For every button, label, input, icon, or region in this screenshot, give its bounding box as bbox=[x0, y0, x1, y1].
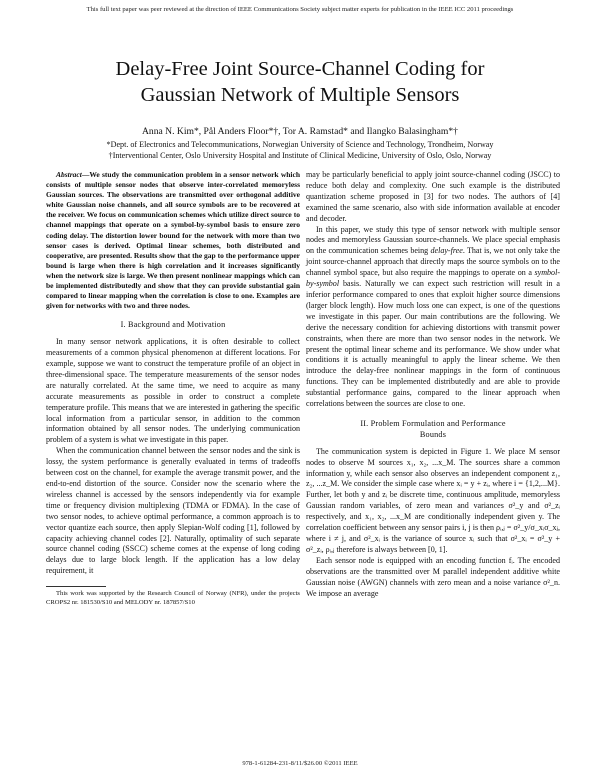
section-2-heading-line-1: II. Problem Formulation and Performance bbox=[360, 418, 506, 428]
title-line-2: Gaussian Network of Multiple Sensors bbox=[140, 84, 460, 106]
right-paragraph-2-emphasis-2: symbol-by-symbol bbox=[306, 268, 560, 289]
right-paragraph-2 bbox=[306, 225, 560, 410]
author-list: Anna N. Kim*, Pål Anders Floor*†, Tor A. Ramstad* and Ilangko Balasingham*† bbox=[142, 126, 458, 137]
section-2-heading bbox=[306, 419, 560, 441]
right-paragraph-2-part-a: In this paper, we study this type of sensor network with multiple sensor nodes and memoryless Gaussian source-channels. We place special emphasis on the communication schemes being bbox=[306, 224, 560, 256]
funding-footnote: This work was supported by the Research Council of Norway (NFR), under the projects CROPS2 nr. 181530/S10 and MELODY nr. 187857/S10 bbox=[46, 590, 300, 606]
right-column bbox=[306, 170, 560, 599]
title-line-1: Delay-Free Joint Source-Channel Coding for bbox=[115, 58, 485, 80]
footnote-rule bbox=[46, 586, 106, 587]
section-2-heading-line-2: Bounds bbox=[419, 429, 447, 439]
peer-review-banner: This full text paper was peer reviewed at the direction of IEEE Communications Society subject matter experts for publication in the IEEE ICC 2011 proceedings bbox=[86, 6, 514, 13]
section-1-paragraph-1: In many sensor network applications, it is often desirable to collect measurements of a common physical phenomenon at different locations. For example, suppose we want to construct the temperature profile of an object in three-dimensional space. The temperature measurements of the sensor nodes are naturally correlated. At the same time, we need to acquire as many accurate measurements as possible in order to construct a complete temperature profile. This means that we are interested in gathering the specific local information from a particular sensor, in addition to the common information obtained by all sensor nodes. The underlying communication problem of a system is what we investigate in this paper. bbox=[46, 337, 300, 445]
right-paragraph-2-emphasis-1: delay-free bbox=[430, 246, 463, 256]
section-2-paragraph-1: The communication system is depicted in Figure 1. We place M sensor nodes to observe M sources x₁, x₂, ...x_M. The sources share a common information y, while each sensor also observes an independent component z₁, z₂, ...z_M. We consider the simple case where xᵢ = y + zᵢ, where i = {1,2,...M}. Further, let both y and zᵢ be discrete time, continuous amplitude, memoryless Gaussian random variables, of zero mean and variances σ²_y and σ²_zᵢ respectively, and x₁, x₂, ...x_M are conditionally independent given y. The correlation coefficient between any sensor pairs i, j is then ρᵢ,ⱼ = σ²_y/σ_xᵢσ_xⱼ, where i ≠ j, and σ²_xᵢ is the variance of source xᵢ such that σ²_xᵢ = σ²_y + σ²_zᵢ, ρᵢ,ⱼ therefore is always between [0, 1]. bbox=[306, 446, 560, 554]
right-paragraph-2-part-b: . That is, we not only take the joint source-channel approach that directly maps the source symbols on to the channel symbol space, but also require the mappings to operate on a bbox=[306, 246, 561, 278]
abstract-lead: Abstract bbox=[56, 170, 82, 179]
right-paragraph-2-part-c: basis. Naturally we can expect such restriction will result in a inferior performance compared to ones that exploit higher source dimensions (larger block length). How much loss one can expect, is one of the questions we investigate in this paper. Our main contributions are the following. We derive the necessary condition for achieving distortions with transmit power constraints, when there are more than two sensor nodes in the network. We present the optimal linear scheme and its performance. We show under what conditions it is actually meaningful to apply the linear scheme. We then introduce the delay-free nonlinear mappings in the form of continuous functions. They can be implemented distributedly and are able to provide substantial performance gains, compared to the linear approach when correlations between the sources are close to one. bbox=[306, 279, 560, 409]
abstract bbox=[46, 170, 300, 311]
affiliation-1: *Dept. of Electronics and Telecommunications, Norwegian University of Science and Technology, Trondheim, Norway bbox=[106, 140, 494, 149]
section-1-paragraph-2: When the communication channel between the sensor nodes and the sink is lossy, the system performance is generally evaluated in terms of tradeoffs between cost on the channel, for example the average transmit power, and the end-to-end distortion of the source. Consider now the scenario where the wireless channel is accessed by the sensors independently via for example time or frequency division multiplexing (TDMA or FDMA). In the case of two sensor nodes, to achieve optimal performance, a common approach is to vector quantize each source, then apply Slepian-Wolf coding [1], followed by capacity achieving channel codes [2]. Naturally, optimality of such separate source channel coding (SSCC) scheme comes at the expense of long coding delays due to large block length. If the application has a low delay requirement, it bbox=[46, 446, 300, 576]
section-2-paragraph-2: Each sensor node is equipped with an encoding function fᵢ. The encoded observations are the transmitted over M parallel independent additive white Gaussian noise (AWGN) channels with zero mean and a noise variance σ²_n. We impose an average bbox=[306, 555, 560, 598]
left-column bbox=[46, 170, 300, 607]
affiliation-2: †Interventional Center, Oslo University Hospital and Institute of Clinical Medicine, University of Oslo, Oslo, Norway bbox=[108, 151, 492, 160]
right-paragraph-1: may be particularly beneficial to apply joint source-channel coding (JSCC) to reduce both delay and complexity. One such example is the distributed quantization scheme proposed in [3] for two nodes. The authors of [4] examined the same scenario, also with side information available at encoder and decoder. bbox=[306, 170, 560, 223]
copyright-footer: 978-1-61284-231-8/11/$26.00 ©2011 IEEE bbox=[242, 760, 358, 767]
paper-title bbox=[0, 56, 600, 108]
section-1-heading: I. Background and Motivation bbox=[120, 320, 226, 330]
abstract-text: —We study the communication problem in a sensor network which consists of multiple sensor nodes that observe inter-correlated memoryless Gaussian sources. The observations are transmitted over orthogonal additive white Gaussian noise channels, and all source symbols are to be recovered at the receiver. We focus on communication schemes which utilize direct source to channel mappings that operate on a symbol-by-symbol basis to ensure zero coding delay. The distortion lower bound for the network with more than two sensor cases is derived. Optimal linear schemes, both distributed and cooperative, are presented. Results show that the gap to the performance upper bound is large when there is high correlation and it increases significantly when the network size is large. We then present nonlinear mappings which can be implemented distributedly and show that they can provide substantial gain compared to linear mapping when the correlation is close to one. Examples are given for networks with two and three nodes. bbox=[46, 170, 300, 311]
